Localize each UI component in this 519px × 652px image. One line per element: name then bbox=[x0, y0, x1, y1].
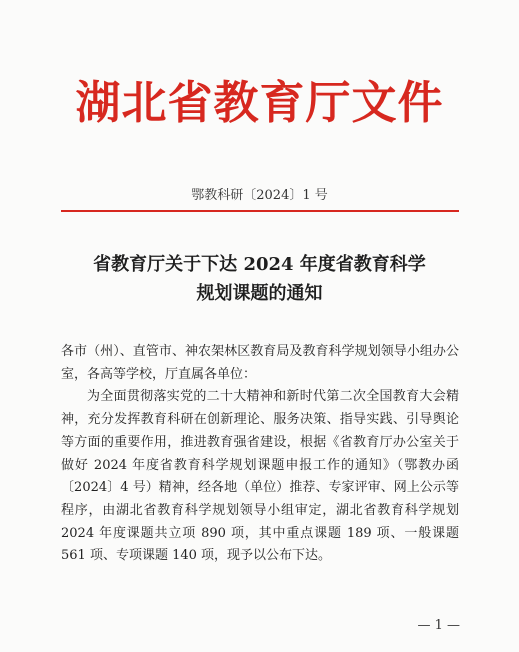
page-number: — 1 — bbox=[417, 618, 460, 633]
document-number: 鄂教科研〔2024〕1 号 bbox=[191, 188, 328, 203]
document-title bbox=[0, 250, 519, 308]
masthead-title: 湖北省教育厅文件 bbox=[75, 76, 444, 129]
document-title-line-2: 规划课题的通知 bbox=[196, 283, 323, 304]
red-divider-rule bbox=[61, 210, 459, 212]
document-title-line-1: 省教育厅关于下达 2024 年度省教育科学 bbox=[93, 254, 426, 275]
document-body bbox=[61, 341, 459, 568]
body-paragraph: 为全面贯彻落实党的二十大精神和新时代第二次全国教育大会精神，充分发挥教育科研在创新理论、服务决策、指导实践、引导舆论等方面的重要作用，推进教育强省建设，根据《省教育厅办公室关于做好 2024 年度省教育科学规划课题申报工作的通知》（鄂教办函〔2024〕4 号）精神，经各地（单位）推荐、专家评审、网上公示等程序，由湖北省教育科学规划领导小组审定，湖北省教育科学规划 2024 年度课题共立项 890 项，其中重点课题 189 项、一般课题 561 项、专项课题 140 项，现予以公布下达。 bbox=[61, 389, 459, 564]
salutation: 各市（州）、直管市、神农架林区教育局及教育科学规划领导小组办公室，各高等学校，厅直属各单位： bbox=[61, 344, 459, 382]
